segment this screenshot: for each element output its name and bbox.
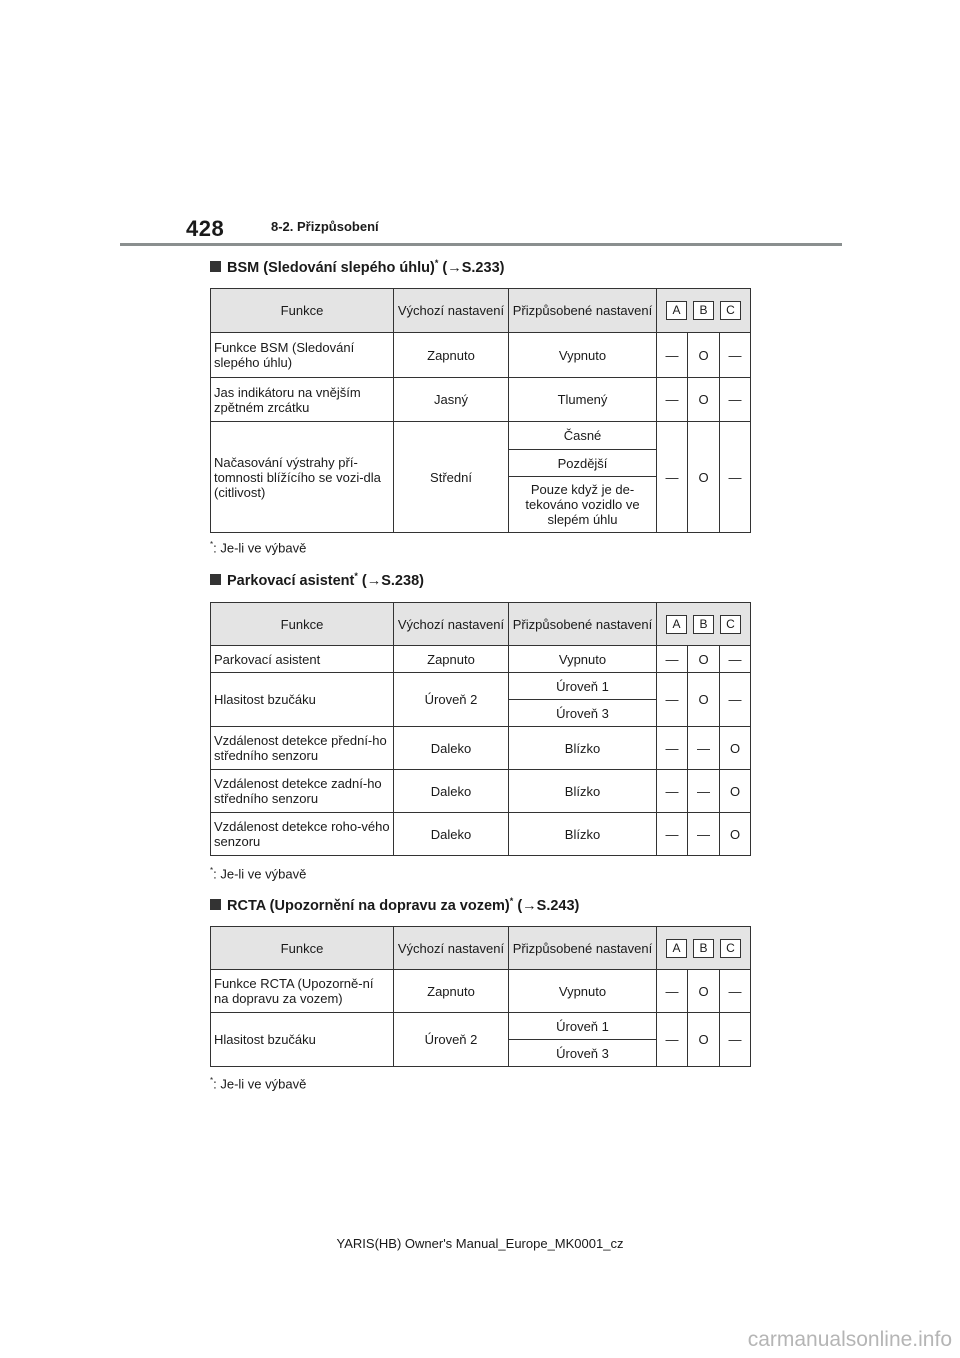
table-row: Vzdálenost detekce zadní-ho středního senzoru Daleko Blízko — — O — [211, 770, 751, 813]
header-rule — [120, 243, 842, 246]
column-header-funkce: Funkce — [211, 927, 394, 970]
column-header-custom: Přizpůsobené nastavení — [509, 603, 657, 646]
table-row: Funkce BSM (Sledování slepého úhlu) Zapnuto Vypnuto — O — — [211, 333, 751, 378]
column-header-default: Výchozí nastavení — [394, 603, 509, 646]
watermark: carmanualsonline.info — [747, 1328, 952, 1351]
bsm-table — [210, 288, 751, 533]
column-header-abc: A B C — [657, 927, 751, 970]
table-row: Úroveň 3 — [211, 700, 751, 727]
table-row: Jas indikátoru na vnějším zpětném zrcátku Jasný Tlumený — O — — [211, 378, 751, 422]
square-bullet-icon — [210, 574, 221, 585]
footnote: *: Je-li ve výbavě — [210, 866, 307, 882]
column-header-custom: Přizpůsobené nastavení — [509, 927, 657, 970]
table-row: Funkce RCTA (Upozorně-ní na dopravu za vozem) Zapnuto Vypnuto — O — — [211, 970, 751, 1013]
column-header-custom: Přizpůsobené nastavení — [509, 289, 657, 333]
column-header-abc: A B C — [657, 289, 751, 333]
square-bullet-icon — [210, 261, 221, 272]
table-row: Hlasitost bzučáku Úroveň 2 Úroveň 1 — O — — [211, 673, 751, 700]
park-heading: Parkovací asistent* (→S.238) — [210, 571, 424, 589]
table-row: Vzdálenost detekce přední-ho středního senzoru Daleko Blízko — — O — [211, 727, 751, 770]
footnote: *: Je-li ve výbavě — [210, 1076, 307, 1092]
column-header-funkce: Funkce — [211, 289, 394, 333]
column-header-default: Výchozí nastavení — [394, 927, 509, 970]
section-title: 8-2. Přizpůsobení — [271, 219, 379, 234]
table-row: Úroveň 3 — [211, 1040, 751, 1067]
park-table — [210, 602, 751, 856]
table-row: Načasování výstrahy pří-tomnosti blížícího se vozi-dla (citlivost) Střední Časné — O — — [211, 422, 751, 450]
table-row: Hlasitost bzučáku Úroveň 2 Úroveň 1 — O — — [211, 1013, 751, 1040]
table-row: Pouze když je de-tekováno vozidlo ve slepém úhlu — [211, 477, 751, 533]
page-number: 428 — [186, 216, 225, 241]
footer-text: YARIS(HB) Owner's Manual_Europe_MK0001_cz — [336, 1236, 624, 1251]
column-header-abc: A B C — [657, 603, 751, 646]
square-bullet-icon — [210, 899, 221, 910]
footnote: *: Je-li ve výbavě — [210, 540, 307, 556]
table-row: Parkovací asistent Zapnuto Vypnuto — O — — [211, 646, 751, 673]
rcta-table — [210, 926, 751, 1067]
table-row: Vzdálenost detekce roho-vého senzoru Daleko Blízko — — O — [211, 813, 751, 856]
bsm-heading: BSM (Sledování slepého úhlu)* (→S.233) — [210, 258, 504, 276]
column-header-default: Výchozí nastavení — [394, 289, 509, 333]
table-row: Pozdější — [211, 450, 751, 477]
column-header-funkce: Funkce — [211, 603, 394, 646]
page-reference-link[interactable]: (→S.238) — [361, 572, 424, 589]
page-reference-link[interactable]: (→S.243) — [517, 897, 580, 914]
page-reference-link[interactable]: (→S.233) — [442, 259, 505, 276]
rcta-heading: RCTA (Upozornění na dopravu za vozem)* (→S.243) — [210, 896, 579, 914]
